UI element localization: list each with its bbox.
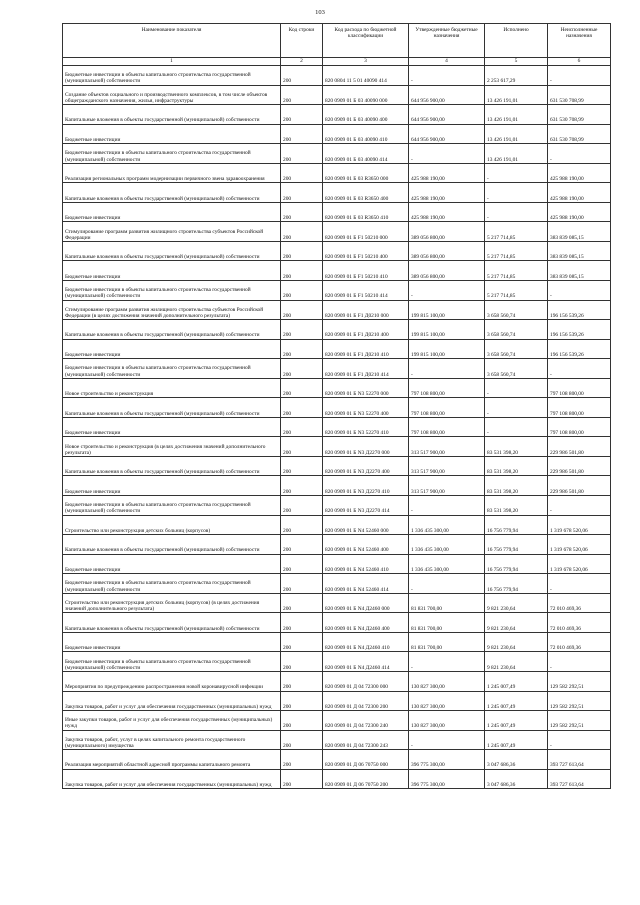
line-code-cell: 200 (281, 124, 323, 144)
unexecuted-amount-cell: 72 010 469,36 (548, 632, 611, 652)
table-row (63, 144, 611, 164)
classification-code-cell: 820 0909 01 Б 03 40090 410 (323, 124, 409, 144)
approved-amount-cell: 199 815 100,00 (409, 339, 485, 359)
executed-amount-cell: - (485, 417, 548, 437)
indicator-name-cell: Капитальные вложения в объекты государственной (муниципальной) собственности (63, 456, 281, 476)
classification-code-cell: 820 0909 01 Б N3 Д2270 410 (323, 476, 409, 496)
approved-amount-cell: 199 815 100,00 (409, 300, 485, 320)
indicator-name-cell: Реализация мероприятий областной адресной программы капитального ремонта (63, 750, 281, 770)
approved-amount-cell: 130 827 300,00 (409, 691, 485, 711)
table-row (63, 163, 611, 183)
indicator-name-cell: Бюджетные инвестиции (63, 476, 281, 496)
header-line-code: Код строки (281, 24, 323, 58)
indicator-name-cell: Капитальные вложения в объекты государственной (муниципальной) собственности (63, 241, 281, 261)
line-code-cell: 200 (281, 691, 323, 711)
table-row (63, 202, 611, 222)
table-row (63, 378, 611, 398)
line-code-cell: 200 (281, 515, 323, 535)
column-number: 5 (485, 58, 548, 66)
line-code-cell: 200 (281, 144, 323, 164)
table-row (63, 105, 611, 125)
executed-amount-cell: 13 426 191,01 (485, 144, 548, 164)
executed-amount-cell: 16 756 779,94 (485, 574, 548, 594)
approved-amount-cell: 389 056 800,00 (409, 241, 485, 261)
table-row (63, 222, 611, 242)
approved-amount-cell: 1 336 435 300,00 (409, 515, 485, 535)
line-code-cell: 200 (281, 222, 323, 242)
executed-amount-cell: 13 426 191,01 (485, 105, 548, 125)
budget-execution-table (62, 23, 611, 789)
classification-code-cell: 820 0909 01 Б N4 52460 414 (323, 574, 409, 594)
unexecuted-amount-cell: - (548, 730, 611, 750)
classification-code-cell: 820 0909 01 Д 06 70750 000 (323, 750, 409, 770)
table-row (63, 574, 611, 594)
classification-code-cell: 820 0909 01 Б N4 Д2460 414 (323, 652, 409, 672)
table-row (63, 398, 611, 418)
line-code-cell: 200 (281, 163, 323, 183)
approved-amount-cell: 81 831 700,00 (409, 613, 485, 633)
approved-amount-cell: - (409, 359, 485, 379)
line-code-cell: 200 (281, 66, 323, 86)
approved-amount-cell: - (409, 496, 485, 516)
approved-amount-cell: 1 336 435 300,00 (409, 535, 485, 555)
line-code-cell: 200 (281, 554, 323, 574)
approved-amount-cell: 425 988 190,00 (409, 163, 485, 183)
classification-code-cell: 820 0909 01 Д 04 72300 240 (323, 711, 409, 731)
table-row (63, 320, 611, 340)
line-code-cell: 200 (281, 437, 323, 457)
classification-code-cell: 820 0909 01 Б 03 R3650 400 (323, 183, 409, 203)
line-code-cell: 200 (281, 183, 323, 203)
column-number: 1 (63, 58, 281, 66)
line-code-cell: 200 (281, 535, 323, 555)
column-number: 6 (548, 58, 611, 66)
approved-amount-cell: 797 108 800,00 (409, 417, 485, 437)
table-row (63, 730, 611, 750)
line-code-cell: 200 (281, 476, 323, 496)
indicator-name-cell: Закупка товаров, работ, услуг в целях капитального ремонта государственного (муниципального) имущества (63, 730, 281, 750)
table-row (63, 691, 611, 711)
indicator-name-cell: Капитальные вложения в объекты государственной (муниципальной) собственности (63, 613, 281, 633)
unexecuted-amount-cell: 393 727 613,64 (548, 750, 611, 770)
classification-code-cell: 820 0909 01 Б N3 52270 000 (323, 378, 409, 398)
line-code-cell: 200 (281, 378, 323, 398)
line-code-cell: 200 (281, 105, 323, 125)
indicator-name-cell: Капитальные вложения в объекты государственной (муниципальной) собственности (63, 105, 281, 125)
classification-code-cell: 820 0909 01 Б N4 Д2460 410 (323, 632, 409, 652)
line-code-cell: 200 (281, 574, 323, 594)
executed-amount-cell: 2 253 617,29 (485, 66, 548, 86)
unexecuted-amount-cell: 196 156 539,26 (548, 300, 611, 320)
indicator-name-cell: Мероприятия по предупреждению распространения новой коронавирусной инфекции (63, 671, 281, 691)
unexecuted-amount-cell: 129 582 292,51 (548, 691, 611, 711)
classification-code-cell: 820 0909 01 Б N3 52270 410 (323, 417, 409, 437)
line-code-cell: 200 (281, 241, 323, 261)
table-row (63, 711, 611, 731)
approved-amount-cell: 313 517 900,00 (409, 437, 485, 457)
unexecuted-amount-cell: 631 530 708,99 (548, 124, 611, 144)
line-code-cell: 200 (281, 85, 323, 105)
classification-code-cell: 820 0909 01 Д 06 70750 200 (323, 769, 409, 789)
indicator-name-cell: Стимулирование программ развития жилищного строительства субъектов Российской Федерации (в целях достижения значений дополнительного результата) (63, 300, 281, 320)
executed-amount-cell: 13 426 191,01 (485, 124, 548, 144)
header-approved-appropriations: Утвержденные бюджетные назначения (409, 24, 485, 58)
executed-amount-cell: 9 821 230,64 (485, 632, 548, 652)
line-code-cell: 200 (281, 320, 323, 340)
header-unexecuted-appropriations: Неисполненные назначения (548, 24, 611, 58)
executed-amount-cell: 1 245 007,49 (485, 691, 548, 711)
classification-code-cell: 820 0909 01 Б N4 Д2460 400 (323, 613, 409, 633)
executed-amount-cell: 9 821 230,64 (485, 593, 548, 613)
approved-amount-cell: 644 956 900,00 (409, 124, 485, 144)
executed-amount-cell: 3 658 560,74 (485, 300, 548, 320)
line-code-cell: 200 (281, 593, 323, 613)
classification-code-cell: 820 0909 01 Б N4 52460 000 (323, 515, 409, 535)
column-number-row (63, 58, 611, 66)
table-row (63, 281, 611, 301)
executed-amount-cell: - (485, 183, 548, 203)
line-code-cell: 200 (281, 417, 323, 437)
approved-amount-cell: 313 517 900,00 (409, 476, 485, 496)
approved-amount-cell: 199 815 100,00 (409, 320, 485, 340)
classification-code-cell: 820 0909 01 Б F1 Д0210 414 (323, 359, 409, 379)
indicator-name-cell: Капитальные вложения в объекты государственной (муниципальной) собственности (63, 398, 281, 418)
column-number: 2 (281, 58, 323, 66)
approved-amount-cell: 797 108 800,00 (409, 378, 485, 398)
table-body (63, 66, 611, 789)
unexecuted-amount-cell: - (548, 281, 611, 301)
classification-code-cell: 820 0909 01 Б F1 Д0210 400 (323, 320, 409, 340)
approved-amount-cell: 81 831 700,00 (409, 593, 485, 613)
indicator-name-cell: Бюджетные инвестиции (63, 339, 281, 359)
approved-amount-cell: 1 336 435 300,00 (409, 554, 485, 574)
classification-code-cell: 820 0909 01 Б F1 50210 410 (323, 261, 409, 281)
classification-code-cell: 820 0804 11 5 01 40090 414 (323, 66, 409, 86)
approved-amount-cell: 425 988 190,00 (409, 183, 485, 203)
classification-code-cell: 820 0909 01 Б F1 Д0210 410 (323, 339, 409, 359)
unexecuted-amount-cell: 196 156 539,26 (548, 339, 611, 359)
executed-amount-cell: 9 821 230,64 (485, 613, 548, 633)
classification-code-cell: 820 0909 01 Б F1 Д0210 000 (323, 300, 409, 320)
indicator-name-cell: Капитальные вложения в объекты государственной (муниципальной) собственности (63, 183, 281, 203)
line-code-cell: 200 (281, 711, 323, 731)
indicator-name-cell: Бюджетные инвестиции (63, 261, 281, 281)
executed-amount-cell: 3 658 560,74 (485, 339, 548, 359)
executed-amount-cell: 1 245 007,49 (485, 711, 548, 731)
approved-amount-cell: 130 827 300,00 (409, 711, 485, 731)
indicator-name-cell: Строительство или реконструкция детских больниц (корпусов) (63, 515, 281, 535)
classification-code-cell: 820 0909 01 Д 04 72300 243 (323, 730, 409, 750)
indicator-name-cell: Закупка товаров, работ и услуг для обеспечения государственных (муниципальных) нужд (63, 769, 281, 789)
classification-code-cell: 820 0909 01 Б 03 40090 400 (323, 105, 409, 125)
unexecuted-amount-cell: 72 010 469,36 (548, 593, 611, 613)
unexecuted-amount-cell: 393 727 613,64 (548, 769, 611, 789)
classification-code-cell: 820 0909 01 Б 03 R3650 410 (323, 202, 409, 222)
executed-amount-cell: 83 531 398,20 (485, 437, 548, 457)
classification-code-cell: 820 0909 01 Б 03 40090 414 (323, 144, 409, 164)
indicator-name-cell: Стимулирование программ развития жилищного строительства субъектов Российской Федерации (63, 222, 281, 242)
classification-code-cell: 820 0909 01 Б 03 R3650 000 (323, 163, 409, 183)
executed-amount-cell: 3 047 686,36 (485, 750, 548, 770)
executed-amount-cell: 83 531 398,20 (485, 496, 548, 516)
classification-code-cell: 820 0909 01 Б N4 52460 400 (323, 535, 409, 555)
unexecuted-amount-cell: 383 839 085,15 (548, 241, 611, 261)
approved-amount-cell: 425 988 190,00 (409, 202, 485, 222)
line-code-cell: 200 (281, 261, 323, 281)
table-row (63, 456, 611, 476)
executed-amount-cell: - (485, 378, 548, 398)
table-row (63, 613, 611, 633)
approved-amount-cell: - (409, 730, 485, 750)
unexecuted-amount-cell: 425 988 190,00 (548, 183, 611, 203)
line-code-cell: 200 (281, 496, 323, 516)
line-code-cell: 200 (281, 202, 323, 222)
table-row (63, 750, 611, 770)
indicator-name-cell: Бюджетные инвестиции в объекты капитального строительства государственной (муниципальной) собственности (63, 359, 281, 379)
classification-code-cell: 820 0909 01 Б N3 Д2270 414 (323, 496, 409, 516)
indicator-name-cell: Бюджетные инвестиции в объекты капитального строительства государственной (муниципальной) собственности (63, 66, 281, 86)
indicator-name-cell: Создание объектов социального и производственного комплексов, в том числе объектов общегражданского назначения, жилья, инфраструктуры (63, 85, 281, 105)
column-number: 3 (323, 58, 409, 66)
classification-code-cell: 820 0909 01 Б N4 52460 410 (323, 554, 409, 574)
table-row (63, 769, 611, 789)
table-row (63, 476, 611, 496)
table-row (63, 359, 611, 379)
table-row (63, 632, 611, 652)
table-row (63, 85, 611, 105)
approved-amount-cell: - (409, 652, 485, 672)
executed-amount-cell: - (485, 398, 548, 418)
line-code-cell: 200 (281, 652, 323, 672)
unexecuted-amount-cell: - (548, 496, 611, 516)
line-code-cell: 200 (281, 613, 323, 633)
table-row (63, 554, 611, 574)
table-row (63, 535, 611, 555)
line-code-cell: 200 (281, 632, 323, 652)
classification-code-cell: 820 0909 01 Б F1 50210 400 (323, 241, 409, 261)
line-code-cell: 200 (281, 398, 323, 418)
unexecuted-amount-cell: 797 108 800,00 (548, 417, 611, 437)
classification-code-cell: 820 0909 01 Б N3 Д2270 400 (323, 456, 409, 476)
classification-code-cell: 820 0909 01 Д 04 72300 200 (323, 691, 409, 711)
classification-code-cell: 820 0909 01 Б N4 Д2460 000 (323, 593, 409, 613)
unexecuted-amount-cell: 196 156 539,26 (548, 320, 611, 340)
unexecuted-amount-cell: 631 530 708,99 (548, 105, 611, 125)
line-code-cell: 200 (281, 730, 323, 750)
indicator-name-cell: Бюджетные инвестиции в объекты капитального строительства государственной (муниципальной) собственности (63, 574, 281, 594)
indicator-name-cell: Закупка товаров, работ и услуг для обеспечения государственных (муниципальных) нужд (63, 691, 281, 711)
unexecuted-amount-cell: 1 319 678 520,06 (548, 554, 611, 574)
line-code-cell: 200 (281, 300, 323, 320)
table-row (63, 671, 611, 691)
line-code-cell: 200 (281, 456, 323, 476)
unexecuted-amount-cell: 425 988 190,00 (548, 202, 611, 222)
table-row (63, 66, 611, 86)
table-row (63, 339, 611, 359)
approved-amount-cell: 396 775 300,00 (409, 769, 485, 789)
approved-amount-cell: - (409, 574, 485, 594)
indicator-name-cell: Бюджетные инвестиции (63, 632, 281, 652)
executed-amount-cell: 1 245 007,49 (485, 671, 548, 691)
approved-amount-cell: 396 775 300,00 (409, 750, 485, 770)
indicator-name-cell: Бюджетные инвестиции (63, 417, 281, 437)
table-row (63, 515, 611, 535)
approved-amount-cell: 644 956 900,00 (409, 85, 485, 105)
table-row (63, 124, 611, 144)
unexecuted-amount-cell: - (548, 66, 611, 86)
unexecuted-amount-cell: 631 530 708,99 (548, 85, 611, 105)
executed-amount-cell: 3 658 560,74 (485, 320, 548, 340)
header-row (63, 24, 611, 58)
approved-amount-cell: - (409, 66, 485, 86)
unexecuted-amount-cell: 72 010 469,36 (548, 613, 611, 633)
indicator-name-cell: Бюджетные инвестиции (63, 124, 281, 144)
indicator-name-cell: Бюджетные инвестиции в объекты капитального строительства государственной (муниципальной) собственности (63, 281, 281, 301)
approved-amount-cell: 389 056 800,00 (409, 261, 485, 281)
approved-amount-cell: 313 517 900,00 (409, 456, 485, 476)
table-row (63, 652, 611, 672)
executed-amount-cell: 1 245 007,49 (485, 730, 548, 750)
indicator-name-cell: Новое строительство и реконструкция (в целях достижения значений дополнительного результата) (63, 437, 281, 457)
classification-code-cell: 820 0909 01 Б N3 52270 400 (323, 398, 409, 418)
table-row (63, 417, 611, 437)
indicator-name-cell: Новое строительство и реконструкция (63, 378, 281, 398)
indicator-name-cell: Строительство или реконструкция детских больниц (корпусов) (в целях достижения значений дополнительного результата) (63, 593, 281, 613)
unexecuted-amount-cell: - (548, 574, 611, 594)
classification-code-cell: 820 0909 01 Б N3 Д2270 000 (323, 437, 409, 457)
unexecuted-amount-cell: 129 582 292,51 (548, 711, 611, 731)
unexecuted-amount-cell: 425 988 190,00 (548, 163, 611, 183)
approved-amount-cell: - (409, 144, 485, 164)
unexecuted-amount-cell: 229 986 501,80 (548, 437, 611, 457)
unexecuted-amount-cell: - (548, 144, 611, 164)
line-code-cell: 200 (281, 769, 323, 789)
table-row (63, 593, 611, 613)
line-code-cell: 200 (281, 359, 323, 379)
unexecuted-amount-cell: 229 986 501,80 (548, 456, 611, 476)
approved-amount-cell: 81 831 700,00 (409, 632, 485, 652)
indicator-name-cell: Бюджетные инвестиции (63, 202, 281, 222)
executed-amount-cell: 83 531 398,20 (485, 476, 548, 496)
approved-amount-cell: 389 056 800,00 (409, 222, 485, 242)
approved-amount-cell: 130 827 300,00 (409, 671, 485, 691)
executed-amount-cell: 16 756 779,94 (485, 535, 548, 555)
header-executed: Исполнено (485, 24, 548, 58)
indicator-name-cell: Капитальные вложения в объекты государственной (муниципальной) собственности (63, 535, 281, 555)
unexecuted-amount-cell: 797 108 800,00 (548, 378, 611, 398)
executed-amount-cell: - (485, 202, 548, 222)
table-row (63, 261, 611, 281)
table-row (63, 496, 611, 516)
unexecuted-amount-cell: - (548, 359, 611, 379)
indicator-name-cell: Бюджетные инвестиции в объекты капитального строительства государственной (муниципальной) собственности (63, 496, 281, 516)
unexecuted-amount-cell: 383 839 085,15 (548, 261, 611, 281)
column-number: 4 (409, 58, 485, 66)
executed-amount-cell: 5 217 714,85 (485, 241, 548, 261)
classification-code-cell: 820 0909 01 Б F1 50210 000 (323, 222, 409, 242)
indicator-name-cell: Бюджетные инвестиции (63, 554, 281, 574)
unexecuted-amount-cell: 383 839 085,15 (548, 222, 611, 242)
classification-code-cell: 820 0909 01 Д 04 72300 000 (323, 671, 409, 691)
unexecuted-amount-cell: - (548, 652, 611, 672)
approved-amount-cell: 644 956 900,00 (409, 105, 485, 125)
header-indicator-name: Наименование показателя (63, 24, 281, 58)
line-code-cell: 200 (281, 281, 323, 301)
executed-amount-cell: 3 658 560,74 (485, 359, 548, 379)
table-row (63, 183, 611, 203)
indicator-name-cell: Бюджетные инвестиции в объекты капитального строительства государственной (муниципальной) собственности (63, 652, 281, 672)
indicator-name-cell: Бюджетные инвестиции в объекты капитального строительства государственной (муниципальной) собственности (63, 144, 281, 164)
line-code-cell: 200 (281, 750, 323, 770)
unexecuted-amount-cell: 1 319 678 520,06 (548, 515, 611, 535)
approved-amount-cell: - (409, 281, 485, 301)
page-number: 103 (315, 9, 325, 16)
indicator-name-cell: Реализация региональных программ модернизации первичного звена здравоохранения (63, 163, 281, 183)
executed-amount-cell: 13 426 191,01 (485, 85, 548, 105)
unexecuted-amount-cell: 229 986 501,80 (548, 476, 611, 496)
executed-amount-cell: 5 217 714,85 (485, 261, 548, 281)
line-code-cell: 200 (281, 671, 323, 691)
table-row (63, 241, 611, 261)
executed-amount-cell: 16 756 779,94 (485, 554, 548, 574)
table-row (63, 300, 611, 320)
header-budget-classification-code: Код расхода по бюджетной классификации (323, 24, 409, 58)
executed-amount-cell: 5 217 714,85 (485, 281, 548, 301)
executed-amount-cell: - (485, 163, 548, 183)
executed-amount-cell: 9 821 230,64 (485, 652, 548, 672)
classification-code-cell: 820 0909 01 Б F1 50210 414 (323, 281, 409, 301)
approved-amount-cell: 797 108 800,00 (409, 398, 485, 418)
executed-amount-cell: 3 047 686,36 (485, 769, 548, 789)
executed-amount-cell: 83 531 398,20 (485, 456, 548, 476)
indicator-name-cell: Иные закупки товаров, работ и услуг для обеспечения государственных (муниципальных) нужд (63, 711, 281, 731)
executed-amount-cell: 16 756 779,94 (485, 515, 548, 535)
indicator-name-cell: Капитальные вложения в объекты государственной (муниципальной) собственности (63, 320, 281, 340)
executed-amount-cell: 5 217 714,85 (485, 222, 548, 242)
table-row (63, 437, 611, 457)
classification-code-cell: 820 0909 01 Б 03 40090 000 (323, 85, 409, 105)
unexecuted-amount-cell: 797 108 800,00 (548, 398, 611, 418)
unexecuted-amount-cell: 129 582 292,51 (548, 671, 611, 691)
unexecuted-amount-cell: 1 319 678 520,06 (548, 535, 611, 555)
line-code-cell: 200 (281, 339, 323, 359)
